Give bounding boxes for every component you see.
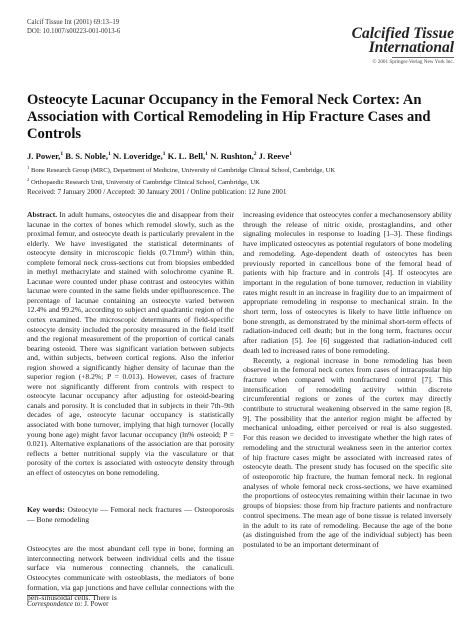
affiliations	[27, 164, 335, 187]
right-column-body	[243, 210, 452, 550]
affil-mark: 1	[27, 165, 30, 170]
author-affil-mark: 1	[162, 151, 166, 158]
abstract-text: In adult humans, osteocytes die and disappear from their lacunae in the cortex of bones which remodel slowly, such as the proximal femur, and osteocyte death is particularly prevalent in the elderly. We have investigated the statistical determinants of osteocyte density in microscopic fields (0.71mm²) within thin, complete femoral neck cross-sections cut from biopsies embedded in methyl methacrylate and stained with solochrome cyanine R. Lacunae were counted under phase contrast and osteocytes within lacunae were counted in the same fields under epifluorescence. The percentage of lacunae containing an osteocyte varied between 12.4% and 99.2%, according to subject and quadrantic region of the cortex examined. The microscopic determinants of field-specific osteocyte density included the porosity measured in the field itself and the regional measurement of the proportion of cortical canals bearing osteoid. There was significant variation between subjects and, within subjects, between cortical regions. Also the inferior region showed a significantly higher density of lacunae than the superior region (+8.2%; P = 0.013). However, cases of fracture were not significantly different from controls with respect to osteocyte lacunar occupancy after adjusting for osteoid-bearing canals and porosity. It is concluded that in subjects in their 7th–9th decades of age, osteocyte lacunar occupancy is statistically associated with bone turnover, implying that high turnover (locally young bone age) might favor lacunar occupancy (ln% osteoid; P = 0.021). Alternative explanations of the association are that porosity reflects a better nutritional supply via the vasculature or that porosity of the cortex is associated with osteocyte density through an effect of osteocytes on bone remodeling.	[27, 210, 234, 477]
abstract-label: Abstract.	[27, 210, 58, 219]
affiliation-1	[27, 164, 335, 176]
correspondence-name: J. Power	[82, 600, 109, 608]
journal-brand	[352, 27, 454, 65]
intro-paragraph-left: Osteocytes are the most abundant cell type in bone, forming an interconnecting network between individual cells and the tissue surface via numerous connecting channels, the canaliculi. Osteocytes communicate with osteoblasts, the mediators of bone formation, via gap junctions and have cellular connections with the peri-sinusoidal cells. There is	[27, 544, 234, 602]
author-name: K. L. Bell,	[165, 151, 206, 161]
affiliation-2	[27, 176, 335, 188]
author-affil-mark: 1	[205, 151, 208, 158]
author-name: J. Reeve	[256, 151, 290, 161]
author-affil-mark: 1	[289, 151, 292, 158]
brand-copyright: © 2001 Springer-Verlag New York Inc.	[372, 59, 454, 65]
abstract	[27, 210, 234, 477]
author-name: N. Loveridge,	[110, 151, 163, 161]
received-dates: Received: 7 January 2000 / Accepted: 30 January 2001 / Online publication: 12 June 2001	[27, 188, 287, 196]
brand-line-2: International	[368, 39, 454, 56]
correspondence-label: Correspondence to:	[27, 600, 83, 608]
body-paragraph-2: Recently, a regional increase in bone remodeling has been observed in the femoral neck cortex from cases of intracapsular hip fracture when compared with nonfractured control [7]. This intensification of remodeling activity within discrete circumferential regions or zones of the cortex may directly contribute to structural weakening observed in the same region [8, 9]. The possibility that the anterior region might be affected by mechanical unloading, either perceived or real is also suggested. For this reason we decided to investigate whether the high rates of remodeling and the structural weakness seen in the anterior cortex of hip fracture cases might be associated with increased rates of osteocyte death. The present study has focused on the specific site of osteoporotic hip fracture, the human femoral neck. In regional analyses of whole femoral neck cross-sections, we have examined the proportions of osteocytes remaining within their lacunae in two groups of biopsies: those from hip fracture patients and nonfracture control specimens. The mean age of bone tissue is related inversely in the adult to its rate of remodeling. Because the age of the bone (as distinguished from the age of the individual subject) has been postulated to be an important determinant of	[243, 355, 452, 549]
affil-text: Bone Research Group (MRC), Department of Medicine, University of Cambridge Clinical School, Cambridge, UK	[29, 167, 336, 175]
journal-citation	[27, 19, 120, 36]
keywords-text: Osteocyte — Femoral neck fractures — Osteoporosis — Bone remodeling	[27, 505, 234, 524]
brand-rule	[392, 57, 454, 58]
author-name: J. Power,	[27, 151, 61, 161]
body-paragraph-1: increasing evidence that osteocytes confer a mechanosensory ability through the release of nitric oxide, prostaglandins, and other signaling molecules in response to loading [1–3]. These findings have implicated osteocytes as potential regulators of bone modeling and remodeling. Age-dependent death of osteocytes has been previously reported in cancellous bone of the femoral head of patients with hip fracture and in controls [4]. If osteocytes are important in the regulation of bone turnover, reduction in viability rates might result in an increase in fragility due to an impairment of appropriate remodeling in response to mechanical strain. In the short term, loss of osteocytes is likely to have little influence on bone strength, as demonstrated by the minimal short-term effects of radiation-induced cell death; but in the long term, fractures occur after radiation [5]. Jee [6] suggested that radiation-induced cell death led to increased rates of bone remodeling.	[243, 210, 452, 355]
journal-line: Calcif Tissue Int (2001) 69:13–19	[27, 19, 120, 26]
author-name: N. Rushton,	[207, 151, 254, 161]
author-list	[27, 151, 292, 161]
keywords-label: Key words:	[27, 505, 65, 514]
author-name: B. S. Noble,	[63, 151, 108, 161]
correspondence	[27, 600, 108, 608]
author-affil-mark: 1	[107, 151, 111, 158]
brand-line-1: Calcified Tissue	[351, 25, 454, 42]
author-affil-mark: 2	[253, 151, 257, 158]
affil-text: Orthopaedic Research Unit, University of Cambridge Clinical School, Cambridge, UK	[29, 178, 260, 186]
keywords	[27, 505, 234, 524]
author-affil-mark: 1	[60, 151, 64, 158]
article-title: Osteocyte Lacunar Occupancy in the Femoral Neck Cortex: An Association with Cortical Remodeling in Hip Fracture Cases and Controls	[27, 92, 431, 143]
affil-mark: 2	[27, 176, 30, 182]
footnote-rule	[27, 595, 97, 596]
doi-line: DOI: 10.1007/s00223-001-0013-6	[27, 27, 121, 35]
